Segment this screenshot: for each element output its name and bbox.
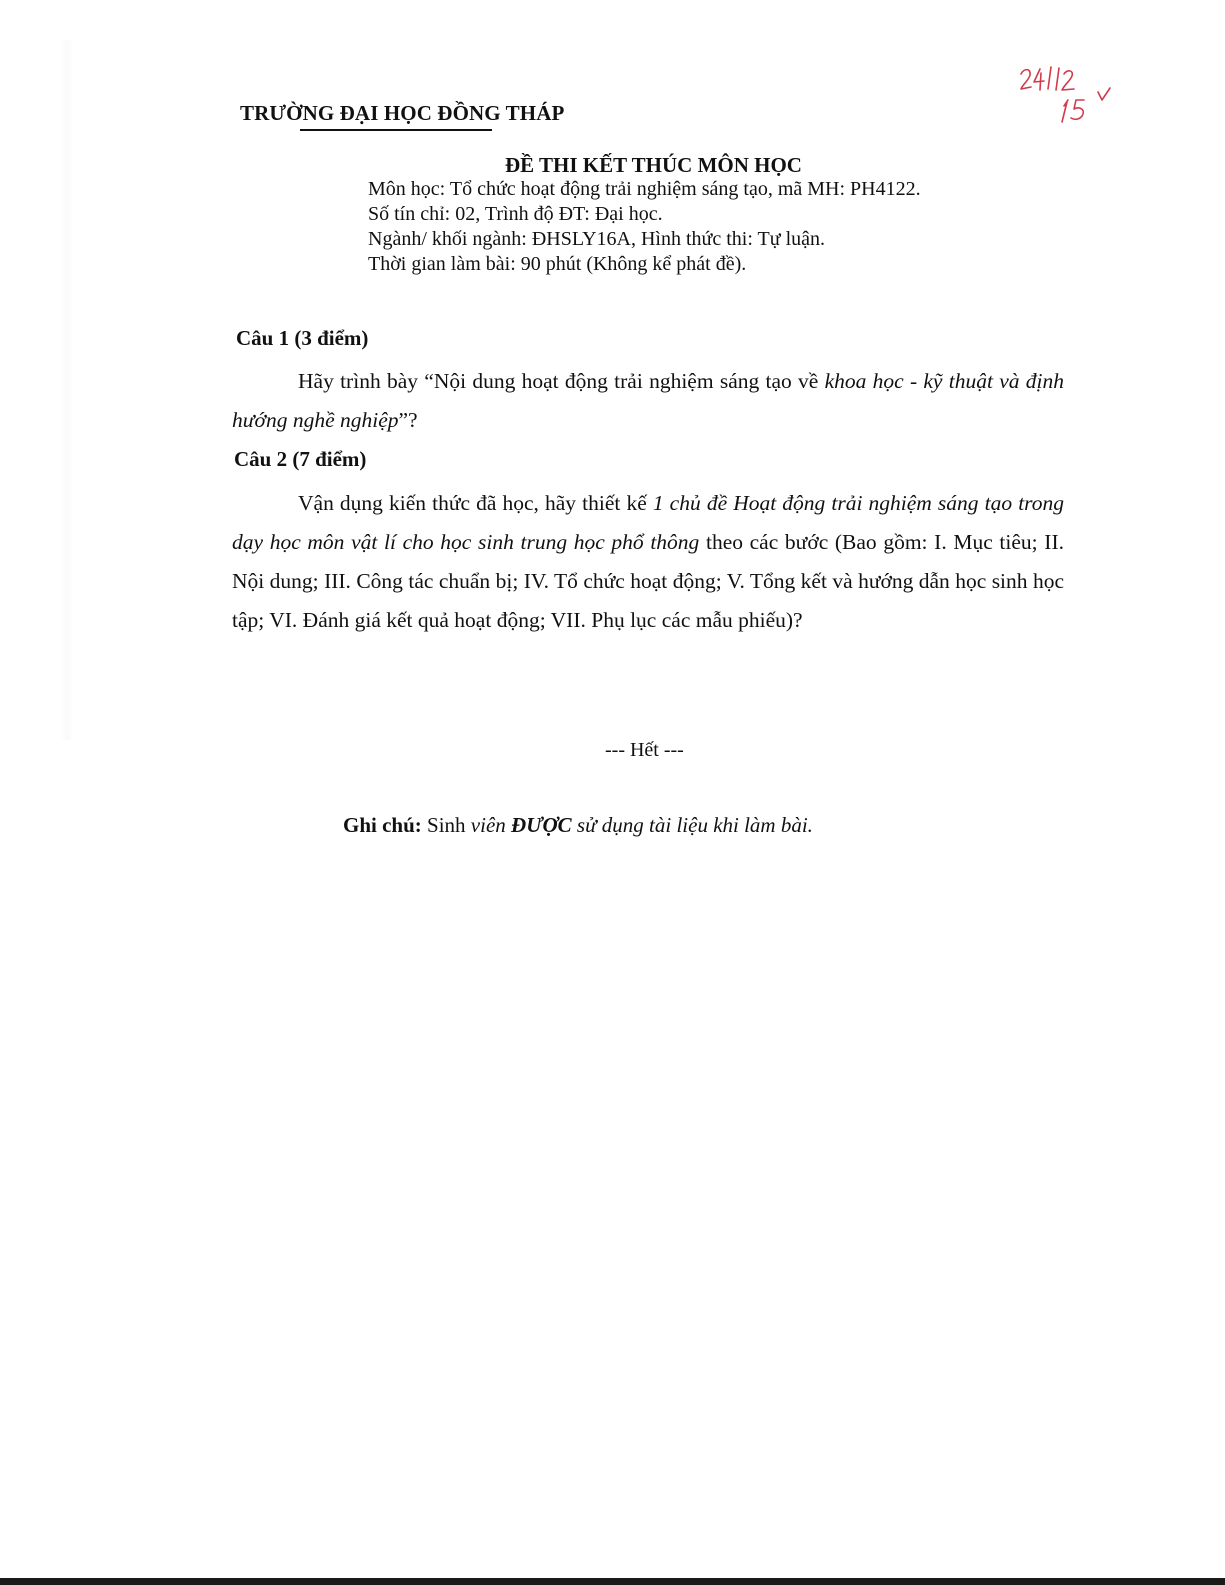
major-line: Ngành/ khối ngành: ĐHSLY16A, Hình thức thi: Tự luận. [368,228,826,250]
note-word: Sinh [427,813,466,837]
note-italic-1: viên [470,813,506,837]
note-strong: ĐƯỢC [511,813,572,837]
question-2-text-italic: 1 chủ đề Hoạt động trải nghiệm sáng tạo trong dạy học môn vật lí cho học sinh trung học phổ thông [232,491,1064,554]
school-name-underline [300,129,492,131]
note-label: Ghi chú: [343,813,422,837]
duration-line: Thời gian làm bài: 90 phút (Không kể phát đề). [368,253,747,275]
question-2-body [232,484,1064,640]
question-2-text-b: theo các bước (Bao gồm: I. Mục tiêu; II. Nội dung; III. Công tác chuẩn bị; IV. Tổ chức hoạt động; V. Tổng kết và hướng dẫn học sinh học tập; VI. Đánh giá kết quả hoạt động; VII. Phụ lục các mẫu phiếu)? [232,530,1064,632]
handwritten-date-mark [1018,62,1118,130]
footer-note [343,813,813,838]
school-name: TRƯỜNG ĐẠI HỌC ĐỒNG THÁP [240,101,565,125]
question-1-text-italic: khoa học - kỹ thuật và định hướng nghề nghiệp [232,369,1064,432]
exam-title: ĐỀ THI KẾT THÚC MÔN HỌC [505,153,802,177]
question-2-text-a: Vận dụng kiến thức đã học, hãy thiết kế [298,491,653,515]
credits-line: Số tín chỉ: 02, Trình độ ĐT: Đại học. [368,203,663,225]
end-mark: --- Hết --- [605,739,684,761]
question-1-text-a: Hãy trình bày “Nội dung hoạt động trải nghiệm sáng tạo về [298,369,825,393]
scan-shadow [60,40,74,740]
question-1-text-b: ”? [398,408,418,432]
note-italic-2: sử dụng tài liệu khi làm bài. [576,813,813,837]
question-1-heading: Câu 1 (3 điểm) [236,326,369,350]
course-line: Môn học: Tổ chức hoạt động trải nghiệm sáng tạo, mã MH: PH4122. [368,178,921,200]
question-2-heading: Câu 2 (7 điểm) [234,447,367,471]
question-1-body [232,362,1064,440]
scan-bottom-edge [0,1578,1225,1585]
exam-info [368,177,921,277]
handwritten-date-note [1018,62,1118,130]
